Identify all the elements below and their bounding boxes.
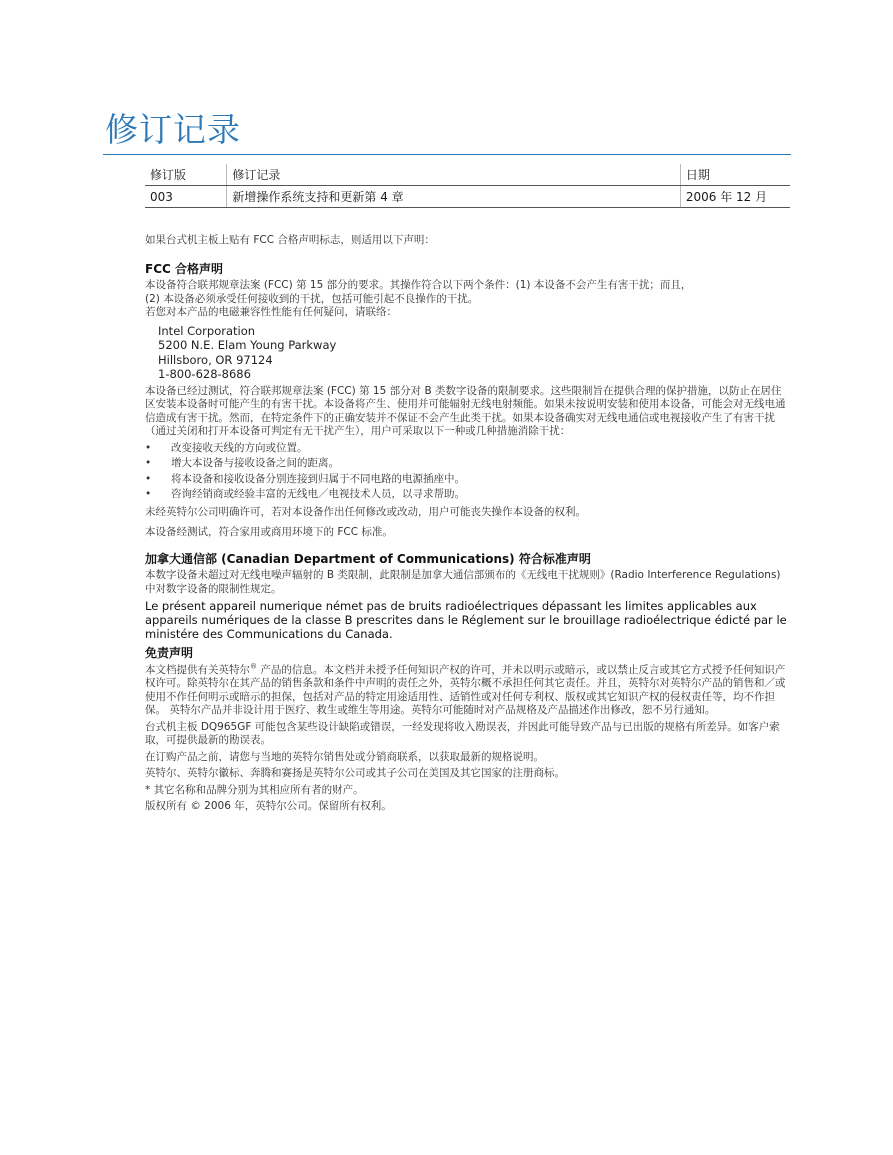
bullet-icon: • (145, 488, 152, 500)
address-line: Hillsboro, OR 97124 (158, 352, 273, 367)
page-title: 修订记录 (105, 110, 241, 149)
disclaimer-paragraph-2: 台式机主板 DQ965GF 可能包含某些设计缺陷或错误，一经发现将收入勘误表，并因此可能导致产品与已出版的规格有所差异。如客户索取，可提供最新的勘误表。 (145, 720, 780, 746)
canada-heading: 加拿大通信部 (Canadian Department of Communications) 符合标准声明 (145, 551, 591, 566)
column-header-date: 日期 (680, 164, 790, 186)
disclaimer-paragraph-3: 在订购产品之前，请您与当地的英特尔销售处或分销商联系，以获取最新的规格说明。 (145, 750, 544, 763)
canada-paragraph-1: 本数字设备未超过对无线电噪声辐射的 B 类限制，此限制是加拿大通信部颁布的《无线电干扰规则》(Radio Interference Regulations) 中对数字设备的限制性规定。 (145, 569, 781, 595)
table-cell-history: 新增操作系统支持和更新第 4 章 (227, 186, 680, 208)
disclaimer-paragraph-5: * 其它名称和品牌分别为其相应所有者的财产。 (145, 783, 364, 796)
table-row (145, 186, 790, 208)
revision-table (145, 164, 790, 208)
title-divider (103, 154, 791, 155)
list-item (145, 473, 790, 487)
disclaimer-paragraph-1 (145, 664, 790, 718)
document-body (145, 234, 790, 817)
list-item-text: 改变接收天线的方向或位置。 (171, 441, 308, 454)
address-line: Intel Corporation (158, 323, 256, 338)
list-item-text: 将本设备和接收设备分别连接到归属于不同电路的电源插座中。 (171, 472, 465, 485)
table-header-row (145, 164, 790, 186)
list-item (145, 442, 790, 456)
disclaimer-paragraph-4: 英特尔、英特尔徽标、奔腾和赛扬是英特尔公司或其子公司在美国及其它国家的注册商标。 (145, 767, 565, 779)
address-line: 1-800-628-8686 (158, 367, 251, 381)
list-item (145, 457, 790, 471)
fcc-measures-list (145, 442, 790, 502)
fcc-paragraph-3: 本设备已经过测试，符合联邦规章法案 (FCC) 第 15 部分对 B 类数字设备的限制要求。这些限制旨在提供合理的保护措施，以防止在居住区安装本设备时可能产生的有害干扰。本设备将产生、使用并可能辐射无线电射频能。如果未按说明安装和使用本设备，可能会对无线电通信造成有害干扰。然而，在特定条件下的正确安装并不保证不会产生此类干扰。如果本设备确实对无线电通信或电视接收产生了有害干扰（通过关闭和打开本设备可判定有无干扰产生），用户可采取以下一种或几种措施消除干扰： (145, 384, 786, 437)
fcc-paragraph-5: 本设备经测试，符合家用或商用环境下的 FCC 标准。 (145, 526, 393, 538)
fcc-heading: FCC 合格声明 (145, 261, 223, 276)
list-item-text: 增大本设备与接收设备之间的距离。 (171, 457, 339, 469)
canada-paragraph-french: Le présent appareil numerique német pas de bruits radioélectriques dépassant les limites applicables aux appareils numériques de la classe B prescrites dans le Réglement sur le brouillage radioélectrique édicté par le ministére des Communications du Canada. (145, 599, 787, 641)
fcc-paragraph-1b: (2) 本设备必须承受任何接收到的干扰，包括可能引起不良操作的干扰。 (145, 292, 479, 305)
list-item-text: 咨询经销商或经验丰富的无线电／电视技术人员，以寻求帮助。 (171, 488, 465, 500)
registered-mark: ® (250, 662, 257, 670)
table-cell-date: 2006 年 12 月 (680, 186, 790, 208)
fcc-paragraph-2: 若您对本产品的电磁兼容性性能有任何疑问，请联络： (145, 306, 397, 318)
address-line: 5200 N.E. Elam Young Parkway (158, 338, 337, 352)
bullet-icon: • (145, 472, 152, 485)
contact-address (158, 324, 790, 382)
disclaimer-heading: 免责声明 (145, 646, 194, 660)
column-header-version: 修订版 (145, 164, 227, 186)
bullet-icon: • (145, 457, 152, 469)
intro-text: 如果台式机主板上贴有 FCC 合格声明标志，则适用以下声明： (145, 234, 435, 246)
fcc-paragraph-4: 未经英特尔公司明确许可，若对本设备作出任何修改或改动，用户可能丧失操作本设备的权利。 (145, 505, 586, 518)
disclaimer-text: 本文档提供有关英特尔 (145, 663, 250, 676)
fcc-paragraph-1a: 本设备符合联邦规章法案 (FCC) 第 15 部分的要求。其操作符合以下两个条件：(1) 本设备不会产生有害干扰；而且， (145, 279, 692, 291)
list-item (145, 488, 790, 502)
column-header-history: 修订记录 (227, 164, 680, 186)
copyright-text: 版权所有 © 2006 年，英特尔公司。保留所有权利。 (145, 800, 392, 812)
bullet-icon: • (145, 441, 152, 454)
table-cell-version: 003 (145, 186, 227, 208)
disclaimer-text: 产品的信息。本文档并未授予任何知识产权的许可，并未以明示或暗示，或以禁止反言或其它方式授予任何知识产权许可。除英特尔在其产品的销售条款和条件中声明的责任之外，英特尔概不承担任何其它责任。并且，英特尔对英特尔产品的销售和／或使用不作任何明示或暗示的担保，包括对产品的特定用途适用性、适销性或对任何专利权、版权或其它知识产权的侵权责任等，均不作担保。 英特尔产品并非设计用于医疗、救生或维生等用途。英特尔可能随时对产品规格及产品描述作出修改，恕不另行通知。 (145, 663, 786, 716)
